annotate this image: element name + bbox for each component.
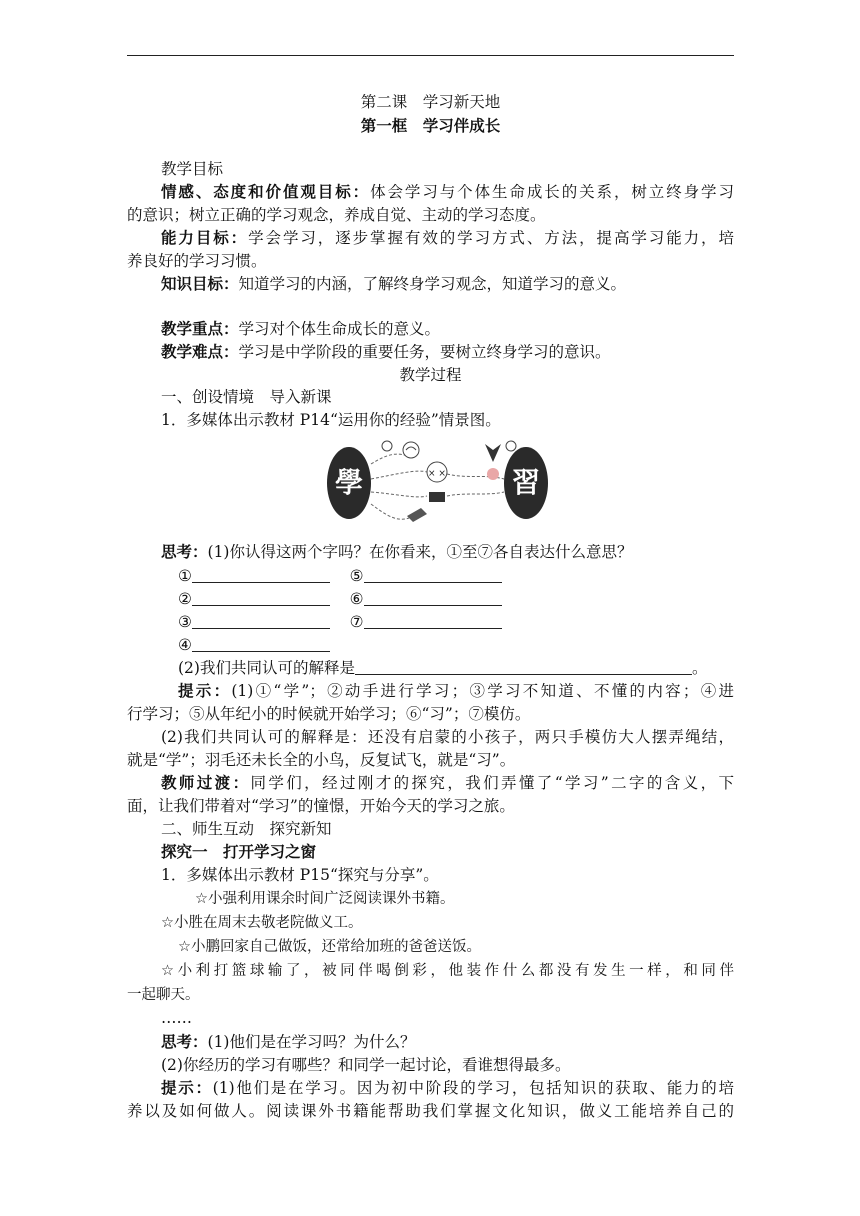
scene-number-6-icon — [506, 441, 516, 451]
ability-goal-line2: 养良好的学习习惯。 — [127, 252, 267, 270]
book-icon — [429, 492, 445, 502]
case-4-line1: ☆小利打篮球输了，被同伴喝倒彩，他装作什么都没有发生一样，和同伴 — [161, 963, 734, 979]
part2-heading: 二、师生互动 探究新知 — [161, 820, 332, 838]
lesson-title: 第二课 学习新天地 — [360, 93, 501, 111]
blank-label-7: ⑦ — [349, 613, 364, 631]
key-label: 教学重点： — [161, 319, 239, 338]
key-point — [127, 318, 734, 340]
section-title: 第一框 学习伴成长 — [360, 116, 501, 135]
right-seal-char: 習 — [511, 466, 541, 499]
process-heading: 教学过程 — [399, 366, 462, 384]
think-question-2 — [127, 1031, 734, 1053]
blank-row-2 — [127, 588, 734, 610]
blank-label-2: ② — [178, 590, 192, 608]
goals-heading: 教学目标 — [161, 160, 224, 178]
think2-q2: (2)你经历的学习有哪些？和同学一起讨论，看谁想得最多。 — [161, 1056, 571, 1074]
item2-text: 1．多媒体出示教材 P15“探究与分享”。 — [161, 866, 439, 884]
young-bird-icon — [487, 468, 499, 480]
hint2-line-1 — [127, 1077, 734, 1099]
hint-line-4: 就是“学”；羽毛还未长全的小鸟，反复试飞，就是“习”。 — [127, 751, 516, 769]
question-2-line — [127, 657, 734, 679]
blank-label-6: ⑥ — [349, 590, 364, 608]
scene-number-1-icon — [382, 441, 392, 451]
question-2-text: (2)我们共同认可的解释是 — [178, 659, 355, 677]
hint-line-1 — [127, 680, 734, 702]
emotion-label: 情感、态度和价值观目标： — [161, 182, 371, 201]
hint-line-2: 行学习；⑤从年纪小的时候就开始学习；⑥“习”；⑦模仿。 — [127, 705, 531, 723]
transition-line-2: 面，让我们带着对“学习”的憧憬，开始今天的学习之旅。 — [127, 797, 515, 815]
emotion-goal-line1 — [127, 181, 734, 203]
knowledge-text: 知道学习的内涵，了解终身学习观念，知道学习的意义。 — [238, 275, 627, 293]
item1-text: 1．多媒体出示教材 P14“运用你的经验”情景图。 — [161, 411, 501, 429]
blank-label-1: ① — [178, 567, 192, 585]
hint2-text-1: (1)他们是在学习。因为初中阶段的学习，包括知识的获取、能力的培 — [212, 1079, 734, 1097]
part1-heading: 一、创设情境 导入新课 — [161, 388, 332, 406]
difficult-point — [127, 341, 734, 363]
think2-label: 思考： — [161, 1032, 208, 1051]
ability-text: 学会学习，逐步掌握有效的学习方式、方法，提高学习能力，培 — [248, 229, 734, 247]
blank-row-4 — [127, 634, 734, 656]
blank-3[interactable] — [192, 612, 330, 629]
transition-text-1: 同学们，经过刚才的探究，我们弄懂了“学习”二字的含义，下 — [250, 774, 734, 792]
hint-label: 提示： — [178, 681, 232, 700]
question-2-blank[interactable] — [355, 658, 692, 675]
knowledge-label: 知识目标： — [161, 274, 239, 293]
ability-label: 能力目标： — [161, 228, 249, 247]
ability-goal-line1 — [127, 227, 734, 249]
blank-6[interactable] — [364, 589, 502, 606]
hint2-line-2: 养以及如何做人。阅读课外书籍能帮助我们掌握文化知识，做义工能培养自己的 — [127, 1102, 734, 1120]
blank-5[interactable] — [364, 566, 502, 583]
learning-characters-figure — [327, 434, 548, 529]
transition-line-1 — [127, 772, 734, 794]
blank-row-1 — [127, 565, 734, 587]
ellipsis: …… — [161, 1009, 192, 1027]
think-question-1 — [127, 541, 734, 563]
hint2-label: 提示： — [161, 1078, 213, 1097]
knowledge-goal — [127, 273, 734, 295]
case-3: ☆小鹏回家自己做饭，还常给加班的爸爸送饭。 — [178, 939, 481, 955]
question-2-end: 。 — [691, 659, 708, 677]
hands-scene-icon — [403, 442, 419, 458]
case-1: ☆小强利用课余时间广泛阅读课外书籍。 — [195, 891, 455, 907]
emotion-text: 体会学习与个体生命成长的关系，树立终身学习 — [370, 183, 734, 201]
think2-text: (1)他们是在学习吗？为什么？ — [207, 1033, 416, 1051]
blank-2[interactable] — [192, 589, 330, 606]
blank-label-4: ④ — [178, 636, 192, 654]
child-scene-icon — [407, 508, 427, 522]
case-2: ☆小胜在周末去敬老院做义工。 — [161, 915, 363, 931]
transition-label: 教师过渡： — [161, 773, 251, 792]
bird-wing-icon — [485, 444, 501, 462]
left-seal-char: 學 — [334, 466, 364, 499]
think-label: 思考： — [161, 542, 208, 561]
case-4-line2: 一起聊天。 — [127, 987, 200, 1003]
emotion-goal-line2: 的意识；树立正确的学习观念，养成自觉、主动的学习态度。 — [127, 206, 546, 224]
blank-row-3 — [127, 611, 734, 633]
blank-1[interactable] — [192, 566, 330, 583]
blank-4[interactable] — [192, 635, 330, 652]
hint-text-1: (1)①“学”；②动手进行学习；③学习不知道、不懂的内容；④进 — [231, 682, 734, 700]
header-rule — [127, 55, 734, 56]
blank-label-5: ⑤ — [349, 567, 364, 585]
key-text: 学习对个体生命成长的意义。 — [238, 320, 441, 338]
blank-7[interactable] — [364, 612, 502, 629]
figure-svg — [327, 434, 548, 529]
hint-line-3: (2)我们共同认可的解释是：还没有启蒙的小孩子，两只手模仿大人摆弄绳结， — [161, 728, 734, 746]
unknown-marks-text: × × — [428, 469, 446, 479]
hard-label: 教学难点： — [161, 342, 239, 361]
think-text: (1)你认得这两个字吗？在你看来，①至⑦各自表达什么意思？ — [207, 543, 633, 561]
blank-label-3: ③ — [178, 613, 192, 631]
hard-text: 学习是中学阶段的重要任务，要树立终身学习的意识。 — [238, 343, 611, 361]
explore1-heading: 探究一 打开学习之窗 — [161, 842, 317, 861]
